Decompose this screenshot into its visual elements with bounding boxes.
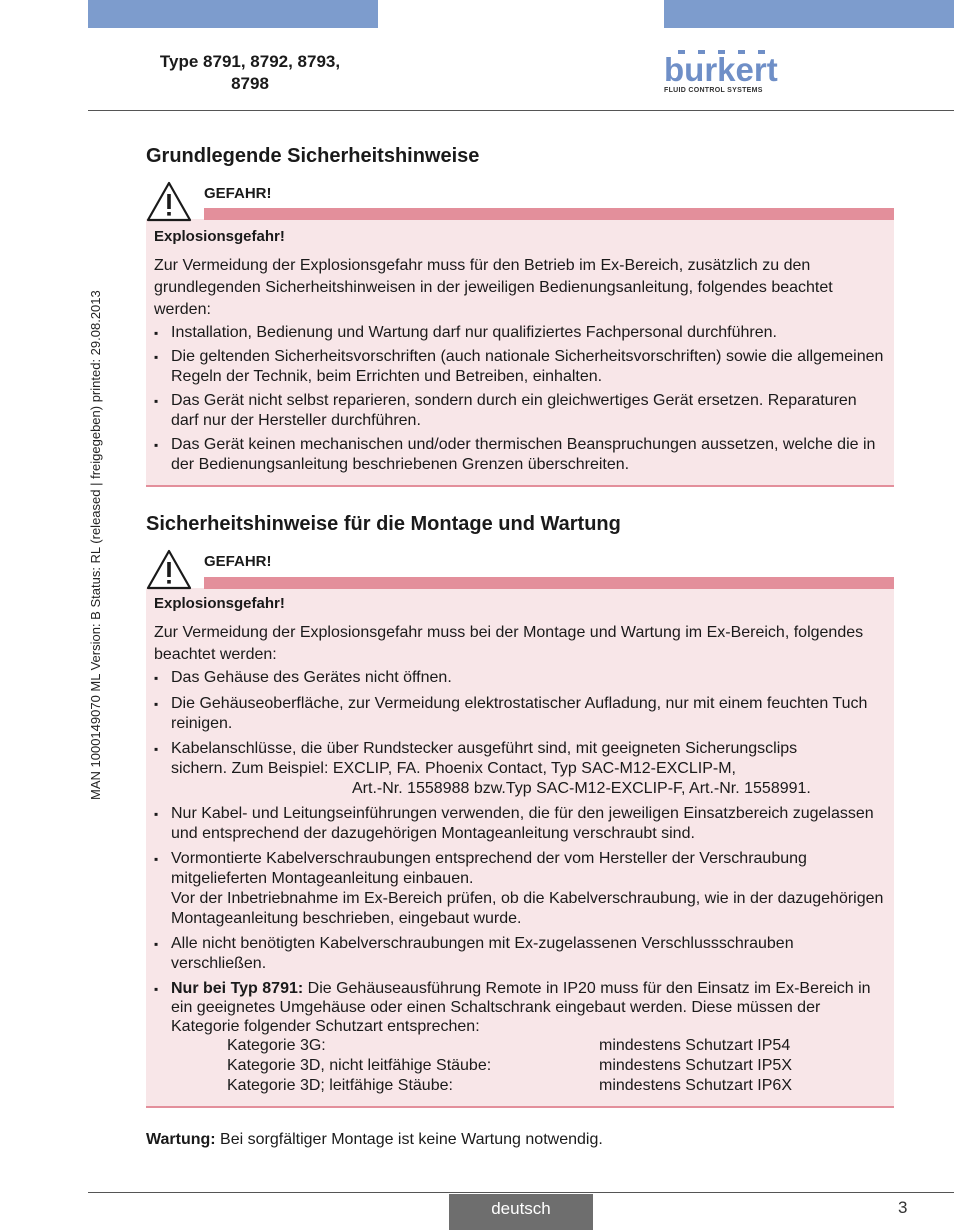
maintenance-text: Bei sorgfältiger Montage ist keine Wartung notwendig.: [215, 1131, 603, 1148]
page-number: 3: [898, 1198, 908, 1217]
list-item: [154, 739, 884, 799]
category-row: [171, 1056, 884, 1076]
maintenance-label: Wartung:: [146, 1131, 216, 1148]
category-row: [171, 1036, 884, 1056]
list-item: ▪ Das Gerät nicht selbst reparieren, sondern durch ein gleichwertiges Gerät ersetzen. Reparaturen darf nur der Hersteller durchführen.: [154, 391, 884, 431]
list-item: ▪ Das Gehäuse des Gerätes nicht öffnen.: [154, 668, 884, 688]
list-item: ▪ Alle nicht benötigten Kabelverschraubungen mit Ex-zugelassenen Verschlussschrauben verschließen.: [154, 934, 884, 974]
list-item-line: Vor der Inbetriebnahme im Ex-Bereich prüfen, ob die Kabelverschraubung, wie in der dazugehörigen Montageanleitung beschrieben, eingebaut wurde.: [171, 890, 884, 927]
warning-triangle-icon: [146, 180, 192, 222]
list-item: ▪ Das Gerät keinen mechanischen und/oder thermischen Beanspruchungen aussetzen, welche die in der Bedienungsanleitung beschriebenen Grenzen überschreiten.: [154, 435, 884, 475]
list-item: ▪ Die Gehäuseoberfläche, zur Vermeidung elektrostatischer Aufladung, nur mit einem feuchten Tuch reinigen.: [154, 694, 884, 734]
list-item: [154, 979, 884, 1096]
category-protection: mindestens Schutzart IP54: [599, 1037, 791, 1054]
header-accent-bar-right: [664, 0, 954, 28]
document-meta-sidebar: MAN 1000149070 ML Version: B Status: RL (released | freigegeben) printed: 29.08.2013: [88, 290, 103, 800]
section-title-montage: Sicherheitshinweise für die Montage und Wartung: [146, 513, 621, 535]
header-accent-bar-left: [88, 0, 378, 28]
warning-list-2: [154, 668, 884, 1096]
warning-bar: [204, 577, 894, 589]
logo-wordmark: burkert: [664, 51, 778, 88]
list-item-line: sichern. Zum Beispiel: EXCLIP, FA. Phoenix Contact, Typ SAC-M12-EXCLIP-M,: [171, 760, 736, 777]
header-divider: [88, 110, 954, 111]
warning-triangle-icon: [146, 548, 192, 590]
type-note-text: Die Gehäuseausführung Remote in IP20 muss für den Einsatz im Ex-Bereich in ein geeignetes Umgehäuse oder einen Schaltschrank eingebaut werden. Diese müssen der Kategorie folgender Schutzart entsprechen:: [171, 980, 871, 1035]
type-note-label: Nur bei Typ 8791:: [171, 980, 304, 997]
category-name: Kategorie 3D; leitfähige Stäube:: [227, 1077, 453, 1094]
category-name: Kategorie 3D, nicht leitfähige Stäube:: [227, 1057, 492, 1074]
section-title-grundlegende: Grundlegende Sicherheitshinweise: [146, 145, 480, 167]
list-item-text: [171, 979, 884, 1036]
list-item-line: Art.-Nr. 1558988 bzw.Typ SAC-M12-EXCLIP-F, Art.-Nr. 1558991.: [352, 780, 811, 797]
type-line-1: Type 8791, 8792, 8793,: [159, 52, 341, 71]
warning-list-1: [154, 323, 884, 475]
warning-box-2: [146, 588, 894, 1108]
list-item-line: ▪ Vormontierte Kabelverschraubungen entsprechend der vom Hersteller der Verschraubung mitgelieferten Montageanleitung einbauen.: [171, 850, 807, 887]
warning-box-1-content: [154, 227, 884, 475]
list-item: ▪ Installation, Bedienung und Wartung darf nur qualifiziertes Fachpersonal durchführen.: [154, 323, 884, 343]
warning-box-2-content: [154, 594, 884, 1096]
list-item: [154, 849, 884, 929]
category-row: [171, 1076, 884, 1096]
burkert-logo: [664, 52, 788, 94]
warning-label: GEFAHR!: [204, 185, 272, 202]
list-item: ▪ Die geltenden Sicherheitsvorschriften (auch nationale Sicherheitsvorschriften) sowie die allgemeinen Regeln der Technik, beim Errichten und Betreiben, einhalten.: [154, 347, 884, 387]
warning-subtitle: Explosionsgefahr!: [154, 228, 285, 245]
footer-divider: [88, 1192, 954, 1193]
type-line-2: 8798: [231, 74, 269, 93]
list-item-line: ▪ Kabelanschlüsse, die über Rundstecker ausgeführt sind, mit geeigneten Sicherungsclips: [171, 740, 798, 757]
language-tab: deutsch: [449, 1194, 593, 1230]
logo-tagline: FLUID CONTROL SYSTEMS: [664, 87, 763, 94]
list-item: ▪ Nur Kabel- und Leitungseinführungen verwenden, die für den jeweiligen Einsatzbereich zugelassen und entsprechend der dazugehörigen Montageanleitung verschraubt sind.: [154, 804, 884, 844]
warning-subtitle: Explosionsgefahr!: [154, 595, 285, 612]
warning-bar: [204, 208, 894, 220]
warning-intro: Zur Vermeidung der Explosionsgefahr muss für den Betrieb im Ex-Bereich, zusätzlich zu den grundlegenden Sicherheitshinweisen in der jeweiligen Bedienungsanleitung, folgendes beachtet werden:: [154, 257, 833, 318]
category-table: [171, 1036, 884, 1096]
product-type-title: [120, 51, 380, 95]
maintenance-note: [146, 1131, 603, 1149]
category-protection: mindestens Schutzart IP5X: [599, 1057, 792, 1074]
warning-intro: Zur Vermeidung der Explosionsgefahr muss bei der Montage und Wartung im Ex-Bereich, folgendes beachtet werden:: [154, 624, 864, 663]
category-name: Kategorie 3G:: [227, 1037, 326, 1054]
warning-box-1: [146, 219, 894, 487]
warning-label: GEFAHR!: [204, 553, 272, 570]
category-protection: mindestens Schutzart IP6X: [599, 1077, 792, 1094]
